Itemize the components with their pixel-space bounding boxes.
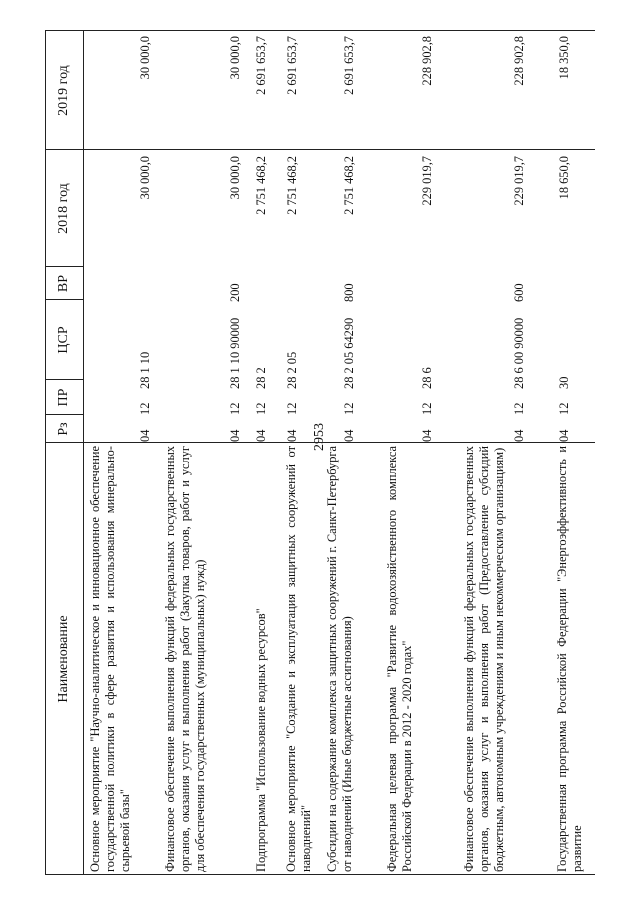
row-vr: 200: [228, 283, 242, 302]
row-2019: 2 691 653,7: [254, 36, 268, 95]
row-name: Финансовое обеспечение выполнения функций федеральных государственных органов, оказания услуг и выполнения работ (Предоставление субсидий бюджетным, автономным учреждениям и иным некоммерческим организациям): [462, 446, 507, 872]
header-vr: ВР: [56, 274, 72, 293]
row-pr: 12: [512, 402, 526, 415]
row-name: Подпрограмма "Использование водных ресурсов": [254, 608, 268, 872]
row-2019: 228 902,8: [420, 36, 434, 86]
header-rz: Рз: [56, 422, 72, 436]
row-rz: 04: [342, 429, 356, 442]
row-name: Субсидии на содержание комплекса защитных сооружений г. Санкт-Петербурга от наводнений (Иные бюджетные ассигнования): [325, 446, 355, 872]
table-row: [555, 30, 591, 875]
row-2018: 18 650,0: [557, 156, 571, 200]
header-2018: 2018 год: [56, 183, 72, 234]
row-2019: 2 691 653,7: [342, 36, 356, 95]
row-rz: 04: [420, 429, 434, 442]
row-csr: 28 6: [420, 367, 434, 389]
header-csr: ЦСР: [56, 326, 72, 354]
row-rz: 04: [254, 429, 268, 442]
row-pr: 12: [254, 402, 268, 415]
row-pr: 12: [557, 402, 571, 415]
row-name: Финансовое обеспечение выполнения функций федеральных государственных органов, оказания услуг и выполнения работ (Закупка товаров, работ и услуг для обеспечения государственных (муниципальных) нужд): [163, 446, 208, 872]
row-rz: 04: [512, 429, 526, 442]
row-vr: 600: [512, 283, 526, 302]
budget-table: [45, 30, 595, 875]
row-rz: 04: [285, 429, 299, 442]
row-name: Основное мероприятие "Научно-аналитическое и инновационное обеспечение государственной политики в сфере развития и использования минерально-сырьевой базы": [88, 446, 133, 872]
row-2018: 30 000,0: [228, 156, 242, 200]
row-2019: 2 691 653,7: [285, 36, 299, 95]
row-csr: 28 2 05: [285, 351, 299, 389]
row-name: Основное мероприятие "Создание и эксплуатация защитных сооружений от наводнений": [284, 446, 314, 872]
budget-table-rotated: [45, 30, 595, 875]
row-csr: 28 1 10 90000: [228, 317, 242, 389]
row-2019: 30 000,0: [138, 36, 152, 80]
table-row: [385, 30, 453, 875]
grid-line: [83, 30, 84, 875]
page-number: 2953: [312, 423, 327, 451]
table-row: [254, 30, 276, 875]
table-row: [88, 30, 155, 875]
row-2018: 2 751 468,2: [342, 156, 356, 215]
header-2019: 2019 год: [56, 65, 72, 116]
row-csr: 28 2 05 64290: [342, 317, 356, 389]
row-2018: 30 000,0: [138, 156, 152, 200]
table-row: [284, 30, 318, 875]
table-row: [462, 30, 546, 875]
row-rz: 04: [138, 429, 152, 442]
header-pr: ПР: [56, 388, 72, 407]
row-2018: 2 751 468,2: [285, 156, 299, 215]
row-pr: 12: [420, 402, 434, 415]
row-csr: 30: [557, 376, 571, 389]
row-pr: 12: [138, 402, 152, 415]
row-pr: 12: [285, 402, 299, 415]
row-2019: 30 000,0: [228, 36, 242, 80]
table-row: [325, 30, 377, 875]
row-name: Государственная программа Российской Федерации "Энергоэффективность и развитие: [555, 446, 585, 872]
row-rz: 04: [557, 429, 571, 442]
row-name: Федеральная целевая программа "Развитие водохозяйственного комплекса Российской Федерации в 2012 - 2020 годах": [385, 446, 415, 872]
row-csr: 28 2: [254, 367, 268, 389]
row-2019: 18 350,0: [557, 36, 571, 80]
row-csr: 28 1 10: [138, 351, 152, 389]
row-pr: 12: [228, 402, 242, 415]
table-row: [163, 30, 246, 875]
row-rz: 04: [228, 429, 242, 442]
row-2018: 229 019,7: [512, 156, 526, 206]
row-2018: 2 751 468,2: [254, 156, 268, 215]
header-name: Наименование: [56, 615, 72, 703]
row-vr: 800: [342, 283, 356, 302]
row-csr: 28 6 00 90000: [512, 317, 526, 389]
row-2018: 229 019,7: [420, 156, 434, 206]
row-2019: 228 902,8: [512, 36, 526, 86]
row-pr: 12: [342, 402, 356, 415]
